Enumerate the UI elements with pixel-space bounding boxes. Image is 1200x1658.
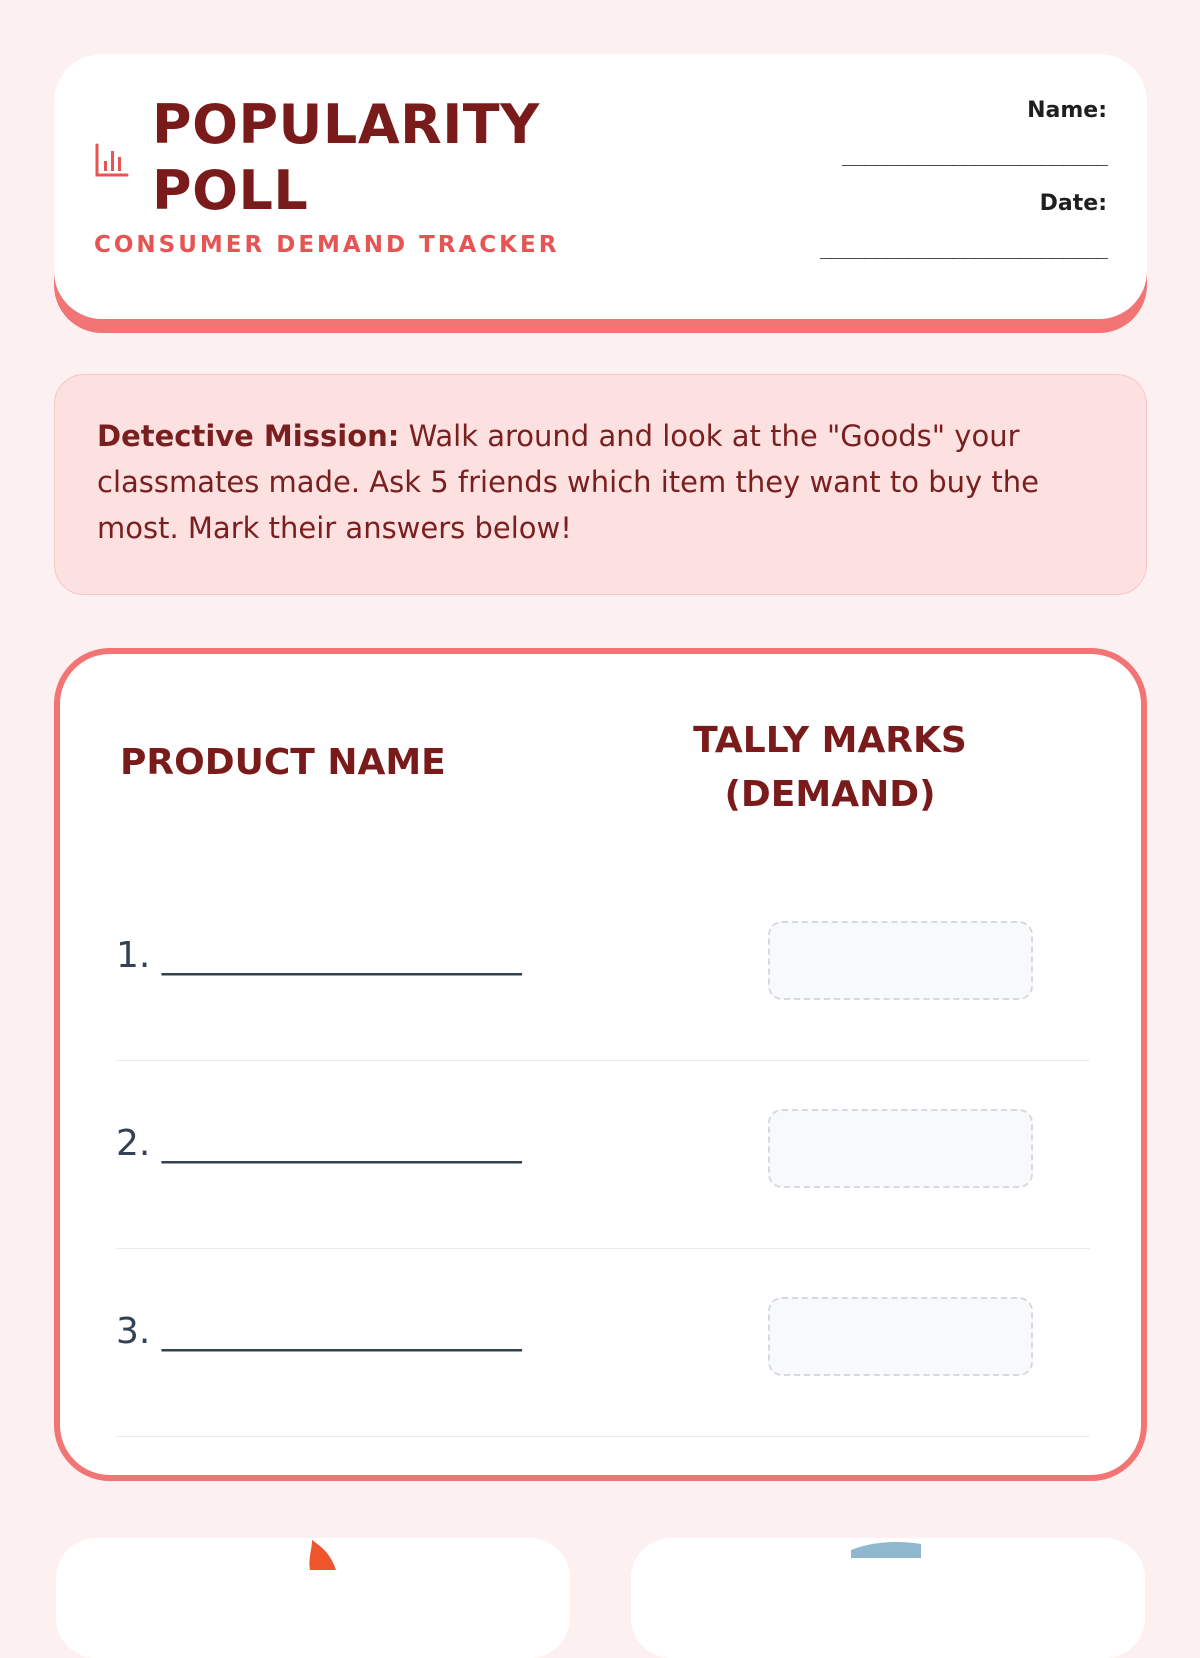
table-row (116, 873, 1090, 1061)
mission-lead: Detective Mission: (97, 419, 400, 453)
tally-box[interactable] (768, 921, 1033, 1000)
product-name-field[interactable]: 3. ____________________ (116, 1311, 522, 1352)
bar-chart-icon (94, 141, 130, 179)
page-subtitle: CONSUMER DEMAND TRACKER (94, 232, 560, 258)
name-label: Name: (1027, 98, 1107, 123)
date-field[interactable]: __________________________ (819, 235, 1107, 259)
mission-text: Walk around and look at the "Goods" your classmates made. Ask 5 friends which item they want to buy the most. Mark their answers below! (97, 419, 1039, 545)
product-name-field[interactable]: 2. ____________________ (116, 1123, 522, 1164)
tally-box[interactable] (768, 1109, 1033, 1188)
date-label: Date: (1039, 191, 1107, 216)
bottom-card-left (56, 1538, 570, 1658)
product-name-field[interactable]: 1. ____________________ (116, 935, 522, 976)
bottom-card-right (631, 1538, 1145, 1658)
item-icon (851, 1538, 921, 1558)
name-field[interactable]: ________________________ (842, 142, 1107, 166)
poll-table (54, 648, 1147, 1481)
table-row (116, 1249, 1090, 1437)
table-row (116, 1061, 1090, 1249)
mission-box (54, 374, 1147, 595)
column-header-tally: TALLY MARKS (DEMAND) (693, 720, 967, 815)
flame-icon (306, 1538, 346, 1570)
page-title: POPULARITY POLL (152, 93, 540, 222)
column-header-product: PRODUCT NAME (120, 742, 446, 783)
tally-box[interactable] (768, 1297, 1033, 1376)
